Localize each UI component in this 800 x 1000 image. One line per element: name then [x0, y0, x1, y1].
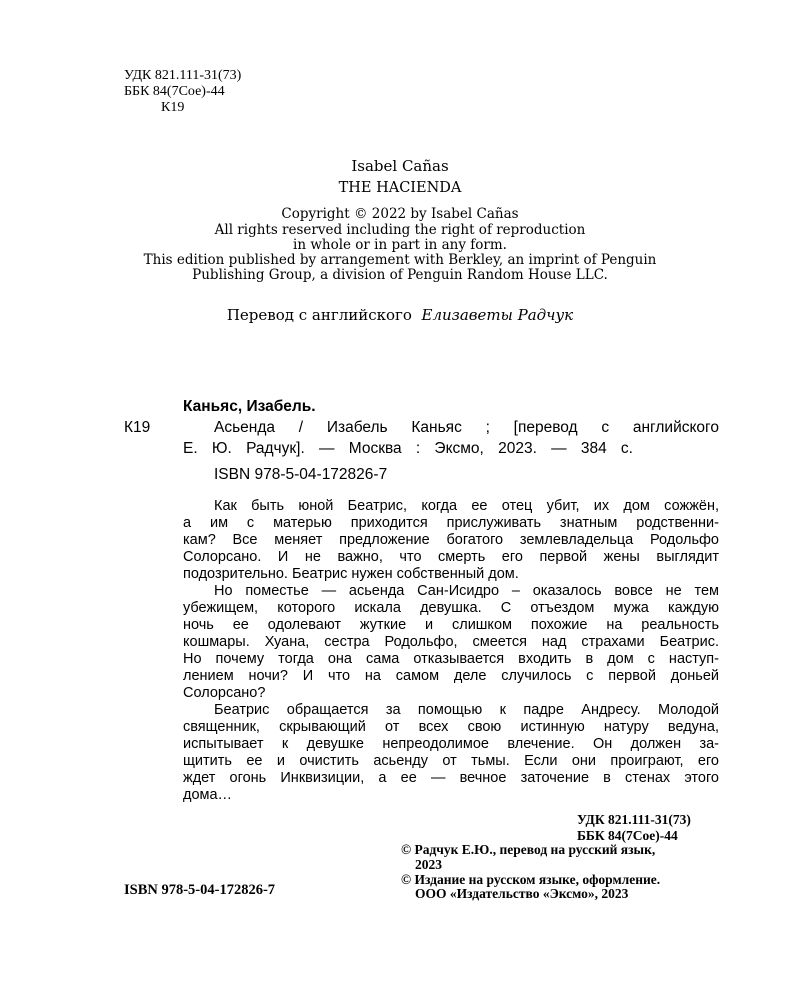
code-top: К19 [161, 100, 185, 115]
annotation-line: убежищем, которого искала девушка. С отъездом мужа каждую [183, 600, 719, 616]
udk-bottom: УДК 821.111-31(73) [577, 812, 691, 827]
annotation-line: Беатрис обращается за помощью к падре Андресу. Молодой [214, 702, 719, 718]
annotation-line: ждет огонь Инквизиции, а ее — вечное заточение в стенах этого [183, 770, 719, 786]
catalog-entry-line-2: Е. Ю. Радчук]. — Москва : Эксмо, 2023. — 384 с. [183, 440, 633, 457]
copyright-line-4: ООО «Издательство «Эксмо», 2023 [415, 886, 629, 901]
annotation-line: кошмары. Хуана, сестра Родольфо, смеется над страхами Беатрис. [183, 634, 719, 650]
rights-line-4: This edition published by arrangement with Berkley, an imprint of Penguin [143, 252, 657, 268]
isbn-bottom: ISBN 978-5-04-172826-7 [124, 882, 276, 898]
catalog-entry-line-1: Асьенда / Изабель Каньяс ; [перевод с английского [214, 419, 719, 436]
bbk-top: ББК 84(7Сое)-44 [124, 84, 225, 99]
annotation-line: подозрительно. Беатрис нужен собственный дом. [183, 566, 519, 582]
annotation-line: Но поместье — асьенда Сан-Исидро – оказалось вовсе не тем [214, 583, 719, 599]
rights-line-1: Copyright © 2022 by Isabel Cañas [281, 206, 519, 222]
translation-label: Перевод с английского [226, 306, 412, 324]
annotation-line: а им с матерью приходится прислуживать знатным родственни- [183, 515, 719, 531]
rights-line-2: All rights reserved including the right of reproduction [214, 222, 586, 238]
copyright-line-3: © Издание на русском языке, оформление. [401, 872, 661, 887]
bbk-bottom: ББК 84(7Сое)-44 [577, 828, 678, 843]
annotation-line: ночь ее одолевают жуткие и слишком похожие на реальность [183, 617, 719, 633]
translator-name: Елизаветы Радчук [421, 306, 574, 324]
annotation-line: испытывает к девушке непреодолимое влечение. Он должен за- [183, 736, 719, 752]
annotation-line: дома… [183, 787, 233, 803]
catalog-isbn: ISBN 978-5-04-172826-7 [214, 466, 388, 483]
annotation-line: Солорсано. И не важно, что смерть его первой жены выглядит [183, 549, 719, 565]
original-author: Isabel Cañas [351, 157, 449, 175]
annotation-line: священник, скрывающий от всех свою истинную натуру ведуна, [183, 719, 719, 735]
annotation-line: Но почему тогда она сама отказывается входить в дом с наступ- [183, 651, 719, 667]
catalog-author: Каньяс, Изабель. [183, 398, 316, 415]
rights-line-5: Publishing Group, a division of Penguin Random House LLC. [192, 267, 608, 283]
annotation-line: кам? Все меняет предложение богатого землевладельца Родольфо [183, 532, 719, 548]
copyright-line-1: © Радчук Е.Ю., перевод на русский язык, [401, 842, 656, 857]
annotation-line: Как быть юной Беатрис, когда ее отец убит, их дом сожжён, [214, 498, 719, 514]
catalog-code: К19 [124, 419, 151, 436]
annotation-line: лением ночи? И что на самом деле случилось с первой доньей [183, 668, 719, 684]
original-title: THE HACIENDA [338, 180, 462, 196]
rights-line-3: in whole or in part in any form. [293, 237, 507, 253]
annotation-line: щитить ее и очистить асьенду от тьмы. Если они проиграют, его [183, 753, 719, 769]
annotation-line: Солорсано? [183, 685, 266, 701]
udk-top: УДК 821.111-31(73) [124, 68, 242, 83]
copyright-line-2: 2023 [415, 857, 442, 872]
translation-credit [0, 306, 800, 324]
